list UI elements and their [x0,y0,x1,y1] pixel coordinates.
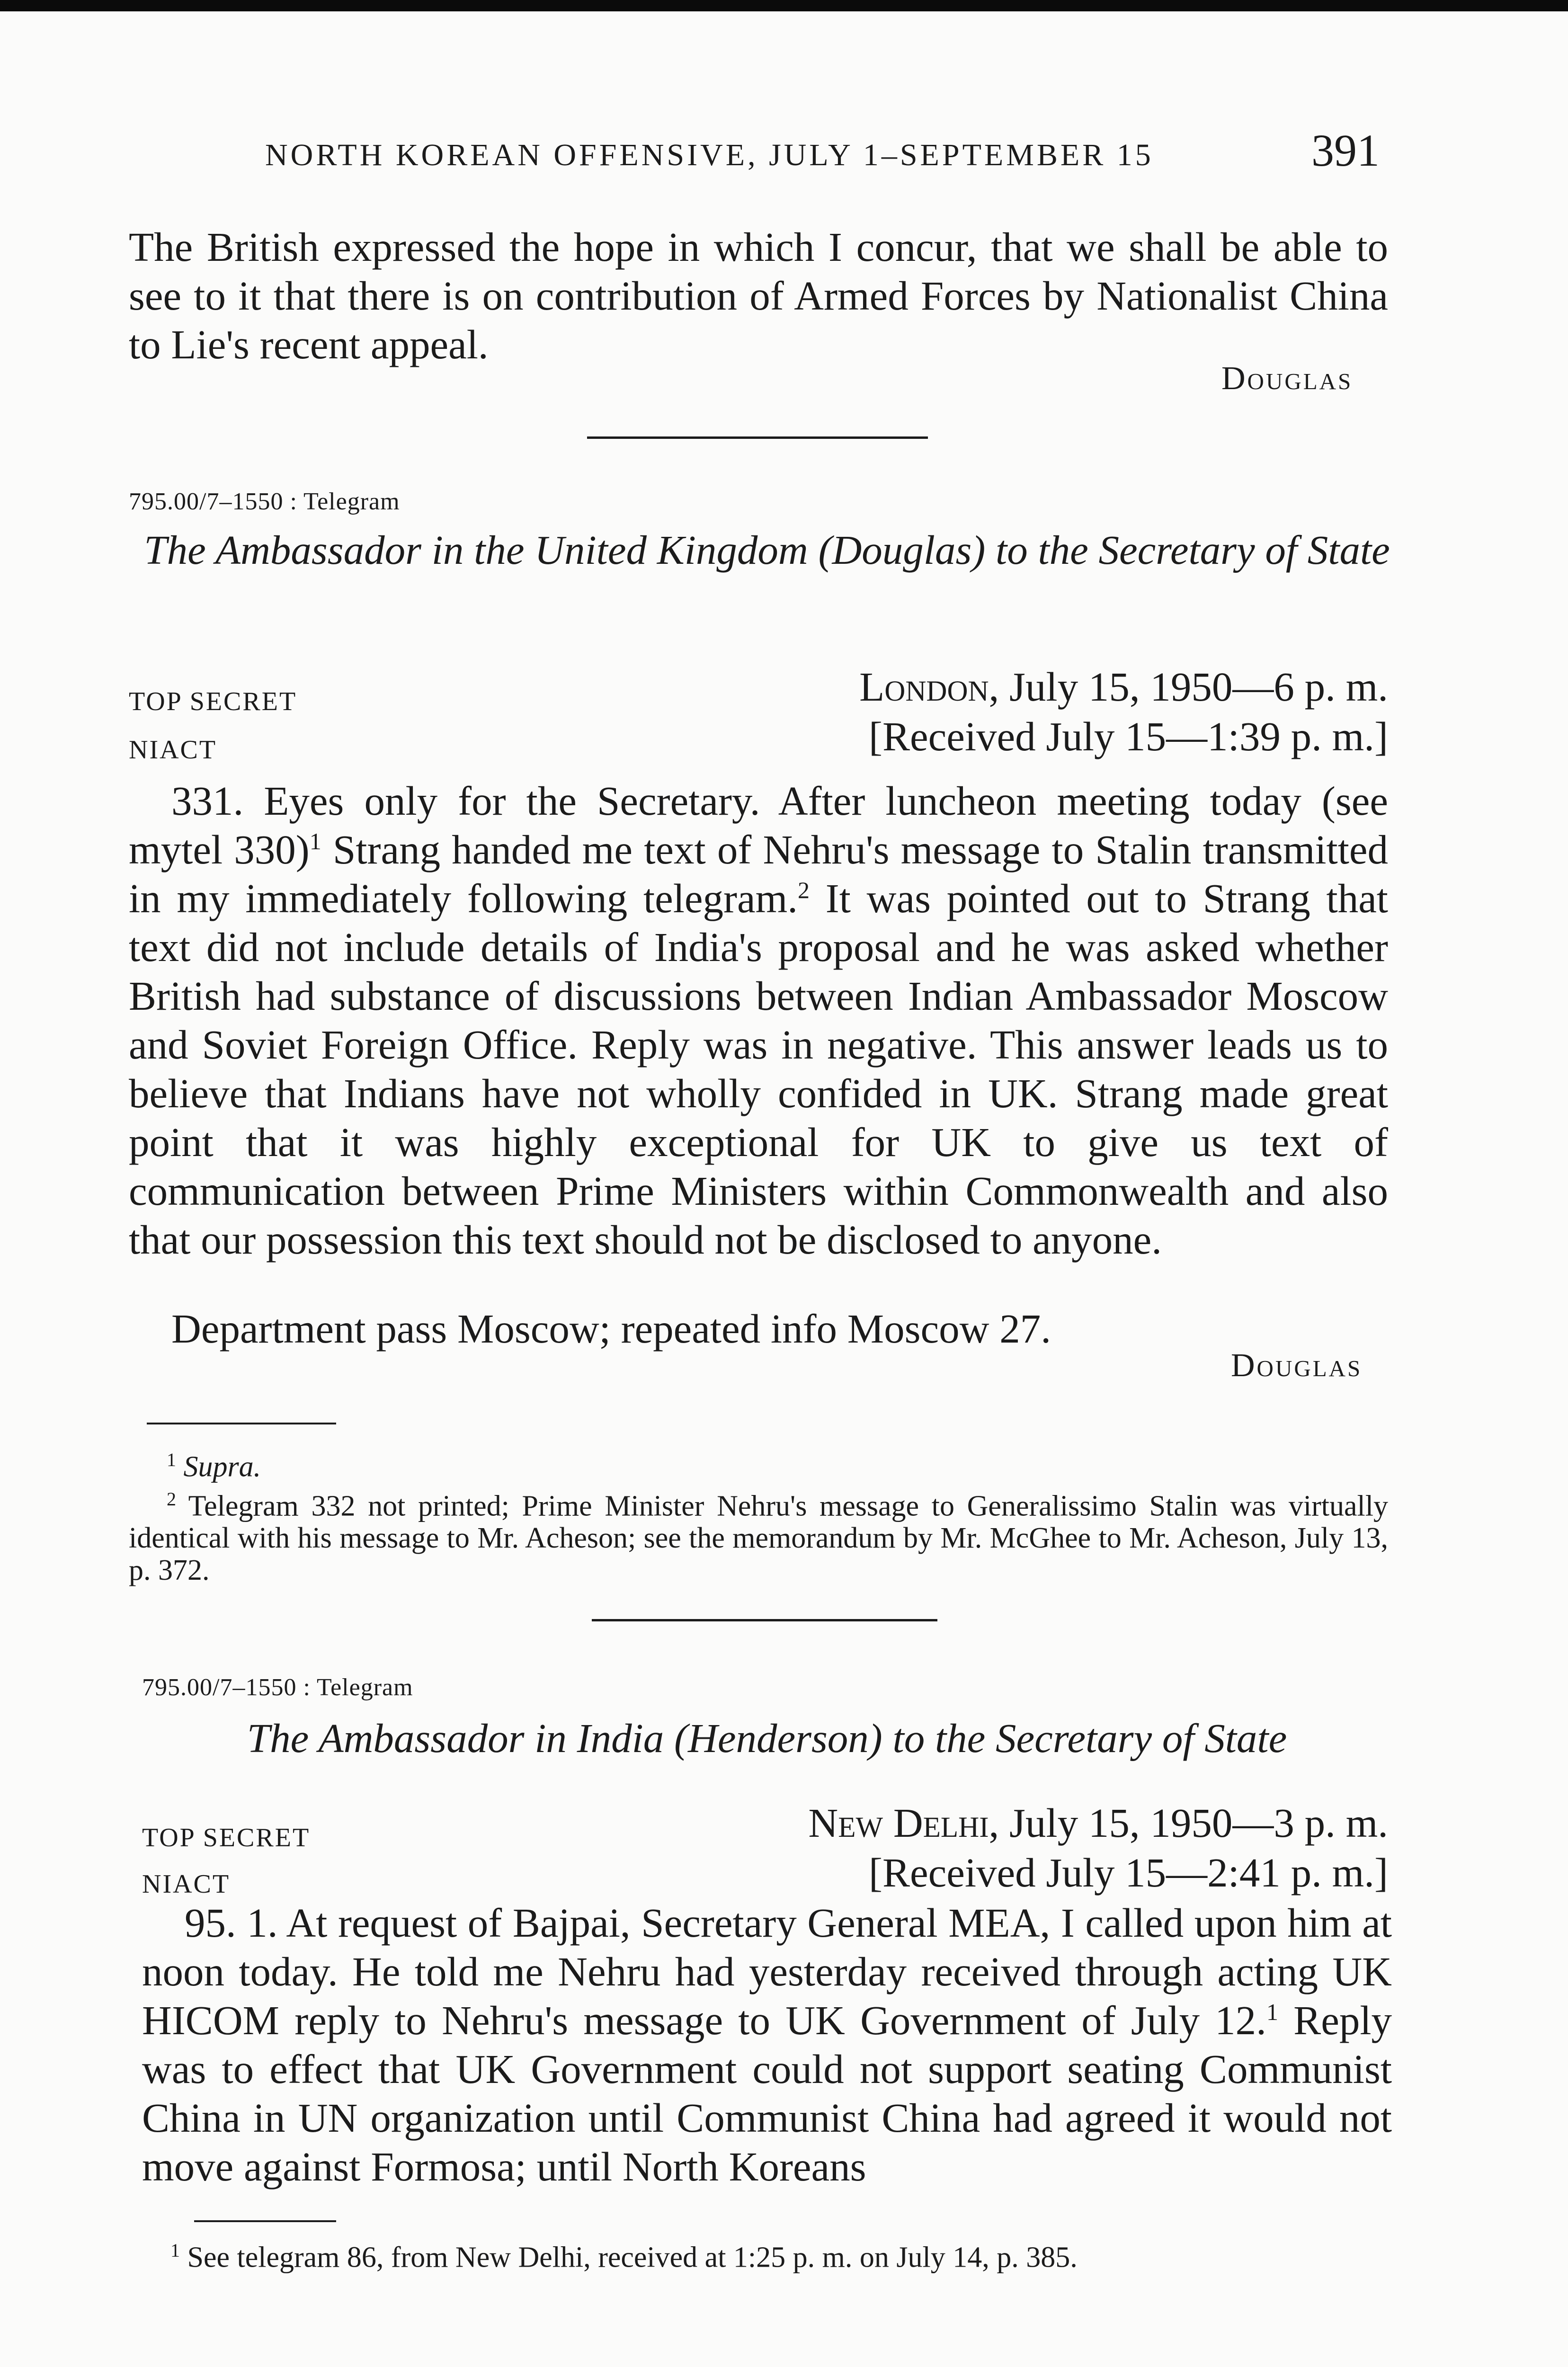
doc2-footnote-1-text: See telegram 86, from New Delhi, received at 1:25 p. m. on July 14, p. 385. [187,2241,1078,2274]
doc1-footnote-1-num: 1 [167,1449,176,1470]
doc2-paragraph-1 [142,1898,1392,2191]
doc2-dateline [808,1799,1388,1847]
doc1-para-text-c: It was pointed out to Strang that text did not include details of India's proposal and he was asked whether British had substance of discussions between Indian Ambassador Moscow and Soviet Foreign Office. Reply was in negative. This answer leads us to believe that Indians have not wholly confided in UK. Strang made great point that it was highly exceptional for UK to give us text of communication between Prime Ministers within Commonwealth and also that our possession this text should not be disclosed to anyone. [129,875,1388,1263]
doc1-footnotes [129,1444,1388,1586]
doc1-footnote-ref-1: 1 [309,828,321,854]
continuation-paragraph: The British expressed the hope in which I concur, that we shall be able to see to it that there is on contribution of Armed Forces by Nationalist China to Lie's recent appeal. [129,224,1388,367]
doc1-file-reference: 795.00/7–1550 : Telegram [129,488,400,515]
doc2-footnote-rule [194,2220,336,2222]
doc2-footnotes [170,2234,1392,2274]
doc2-precedence: NIACT [142,1869,231,1899]
continuation-signature: Douglas [1221,360,1353,397]
doc1-footnote-ref-2: 2 [798,877,810,903]
doc2-para-text-b: Reply was to effect that UK Government could not support seating Communist China in UN organization until Communist China had agreed it would not move against Formosa; until North Koreans [142,1997,1392,2189]
doc1-classification: TOP SECRET [129,687,297,716]
doc2-footnote-1-num: 1 [170,2240,180,2261]
doc1-signature: Douglas [1231,1347,1363,1384]
doc1-footnote-2-num: 2 [167,1488,176,1510]
doc2-file-reference: 795.00/7–1550 : Telegram [142,1674,413,1701]
doc1-received: [Received July 15—1:39 p. m.] [869,713,1388,759]
doc1-paragraph-2: Department pass Moscow; repeated info Moscow 27. [171,1306,1051,1352]
section-divider [587,436,928,439]
doc2-place: New Delhi [808,1800,989,1846]
doc2-footnote-1 [170,2234,1392,2274]
doc1-footnote-1-text: Supra. [183,1450,261,1483]
doc1-place: London [859,664,989,710]
doc1-para-text-a: 331. Eyes only for the Secretary. After luncheon meeting today (see mytel 330) [129,778,1388,872]
doc2-title: The Ambassador in India (Henderson) to the Secretary of State [247,1715,1287,1761]
section-divider-2 [592,1619,937,1621]
doc1-para-text-b: Strang handed me text of Nehru's message to Stalin transmitted in my immediately following telegram. [129,827,1388,921]
doc1-footnote-2 [129,1483,1388,1587]
doc1-precedence: NIACT [129,735,217,765]
page-number: 391 [1311,125,1380,176]
doc1-footnote-rule [147,1423,336,1424]
doc1-paragraph-1 [129,776,1388,1264]
doc2-para-text-a: 95. 1. At request of Bajpai, Secretary General MEA, I called upon him at noon today. He told me Nehru had yesterday received through acting UK HICOM reply to Nehru's message to UK Government of July 12. [142,1900,1392,2043]
doc1-dateline [859,663,1388,711]
doc2-footnote-ref-1: 1 [1266,1999,1278,2025]
doc2-date: , July 15, 1950—3 p. m. [989,1800,1388,1846]
doc2-classification: TOP SECRET [142,1823,311,1852]
doc1-date: , July 15, 1950—6 p. m. [989,664,1388,710]
running-head: NORTH KOREAN OFFENSIVE, JULY 1–SEPTEMBER 15 [265,138,1154,172]
doc1-footnote-2-text: Telegram 332 not printed; Prime Minister Nehru's message to Generalissimo Stalin was virtually identical with his message to Mr. Acheson; see the memorandum by Mr. McGhee to Mr. Acheson, July 13, p. 372. [129,1490,1388,1587]
doc2-received: [Received July 15—2:41 p. m.] [869,1850,1388,1895]
doc1-footnote-1 [129,1444,1388,1483]
doc1-title: The Ambassador in the United Kingdom (Douglas) to the Secretary of State [144,527,1390,573]
